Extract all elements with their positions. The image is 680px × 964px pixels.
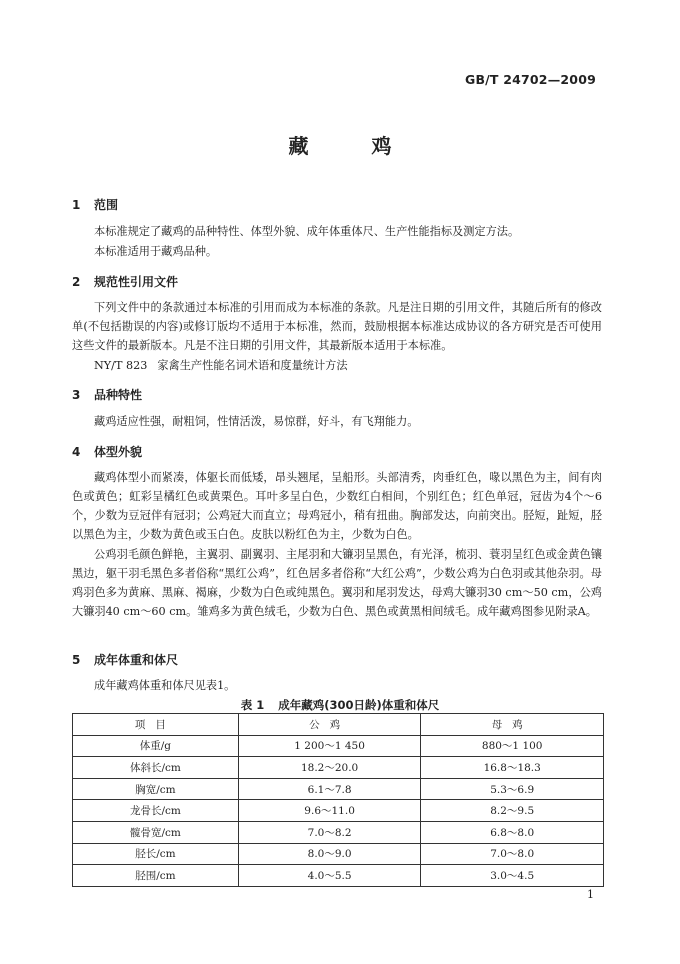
row-item: 胫围/cm (73, 865, 239, 887)
hen-value: 8.2～9.5 (421, 800, 604, 822)
section-5-heading (72, 651, 178, 668)
row-item: 体斜长/cm (73, 757, 239, 779)
section-2-para-1: 下列文件中的条款通过本标准的引用而成为本标准的条款。凡是注日期的引用文件，其随后所有的修改单(不包括勘误的内容)或修订版均不适用于本标准，然而，鼓励根据本标准达成协议的各方研究是否可使用这些文件的最新版本。凡是不注日期的引用文件，其最新版本适用于本标准。 (72, 301, 602, 352)
row-item: 龙骨长/cm (73, 800, 239, 822)
rooster-value: 7.0～8.2 (238, 821, 421, 843)
section-1-para-1: 本标准规定了藏鸡的品种特性、体型外貌、成年体重体尺、生产性能指标及测定方法。 (94, 225, 520, 238)
section-3-number: 3 (72, 388, 81, 402)
section-2-number: 2 (72, 275, 81, 289)
document-title: 藏 鸡 (288, 134, 420, 158)
rooster-value: 6.1～7.8 (238, 778, 421, 800)
section-4-title: 体型外貌 (94, 445, 143, 459)
section-4-heading (72, 443, 142, 460)
table-header-row (73, 714, 604, 736)
hen-value: 6.8～8.0 (421, 821, 604, 843)
hen-value: 16.8～18.3 (421, 757, 604, 779)
section-1-title: 范围 (94, 198, 119, 212)
section-1-number: 1 (72, 198, 81, 212)
hen-value: 880～1 100 (421, 735, 604, 757)
rooster-value: 4.0～5.5 (238, 865, 421, 887)
header-rooster: 公鸡 (238, 714, 421, 736)
row-item: 胫长/cm (73, 843, 239, 865)
row-item: 髋骨宽/cm (73, 821, 239, 843)
table-caption-label: 表 1 (240, 698, 265, 712)
standard-code: GB/T 24702—2009 (464, 72, 596, 87)
body-size-table (72, 713, 604, 887)
header-hen: 母鸡 (421, 714, 604, 736)
section-5-para-1: 成年藏鸡体重和体尺见表1。 (94, 679, 236, 692)
table-caption (0, 697, 680, 713)
table-row (73, 821, 604, 843)
hen-value: 7.0～8.0 (421, 843, 604, 865)
table-caption-text: 成年藏鸡(300日龄)体重和体尺 (278, 698, 440, 712)
section-3-title: 品种特性 (94, 388, 143, 402)
section-5-title: 成年体重和体尺 (94, 653, 179, 667)
hen-value: 3.0～4.5 (421, 865, 604, 887)
section-4-para-1: 藏鸡体型小而紧凑，体躯长而低矮，昂头翘尾，呈船形。头部清秀，肉垂红色，喙以黑色为主，间有肉色或黄色；虹彩呈橘红色或黄栗色。耳叶多呈白色，少数红白相间，个别红色；红色单冠，冠齿为4个～6个，少数为豆冠伴有冠羽；公鸡冠大而直立；母鸡冠小，稍有扭曲。胸部发达，向前突出。胫短，趾短，胫以黑色为主，少数为黄色或玉白色。皮肤以粉红色为主，少数为白色。 (72, 471, 602, 541)
section-2-title: 规范性引用文件 (94, 275, 179, 289)
header-item: 项目 (73, 714, 239, 736)
section-4-number: 4 (72, 445, 81, 459)
table-row (73, 843, 604, 865)
page-number: 1 (587, 888, 594, 901)
rooster-value: 18.2～20.0 (238, 757, 421, 779)
section-4-para-2: 公鸡羽毛颜色鲜艳，主翼羽、副翼羽、主尾羽和大镰羽呈黑色，有光泽，梳羽、蓑羽呈红色或金黄色镶黑边，躯干羽毛黑色多者俗称“黑红公鸡”，红色居多者俗称“大红公鸡”，少数公鸡为白色羽或其他杂羽。母鸡羽色多为黄麻、黑麻、褐麻，少数为白色或纯黑色。翼羽和尾羽发达，母鸡大镰羽30 cm～50 cm，公鸡大镰羽40 cm～60 cm。雏鸡多为黄色绒毛，少数为白色、黑色或黄黑相间绒毛。成年藏鸡图参见附录A。 (72, 548, 602, 618)
rooster-value: 8.0～9.0 (238, 843, 421, 865)
section-5-number: 5 (72, 653, 81, 667)
row-item: 体重/g (73, 735, 239, 757)
rooster-value: 1 200～1 450 (238, 735, 421, 757)
table-row (73, 735, 604, 757)
table-row (73, 865, 604, 887)
rooster-value: 9.6～11.0 (238, 800, 421, 822)
normative-reference (94, 357, 348, 373)
row-item: 胸宽/cm (73, 778, 239, 800)
section-1-heading (72, 196, 118, 213)
table-row (73, 778, 604, 800)
reference-title: 家禽生产性能名词术语和度量统计方法 (157, 359, 348, 372)
section-3-para-1: 藏鸡适应性强，耐粗饲，性情活泼，易惊群，好斗，有飞翔能力。 (94, 415, 419, 428)
table-row (73, 800, 604, 822)
section-2-heading (72, 273, 178, 290)
reference-code: NY/T 823 (94, 359, 148, 372)
section-3-heading (72, 386, 142, 403)
hen-value: 5.3～6.9 (421, 778, 604, 800)
table-row (73, 757, 604, 779)
section-1-para-2: 本标准适用于藏鸡品种。 (94, 245, 218, 258)
